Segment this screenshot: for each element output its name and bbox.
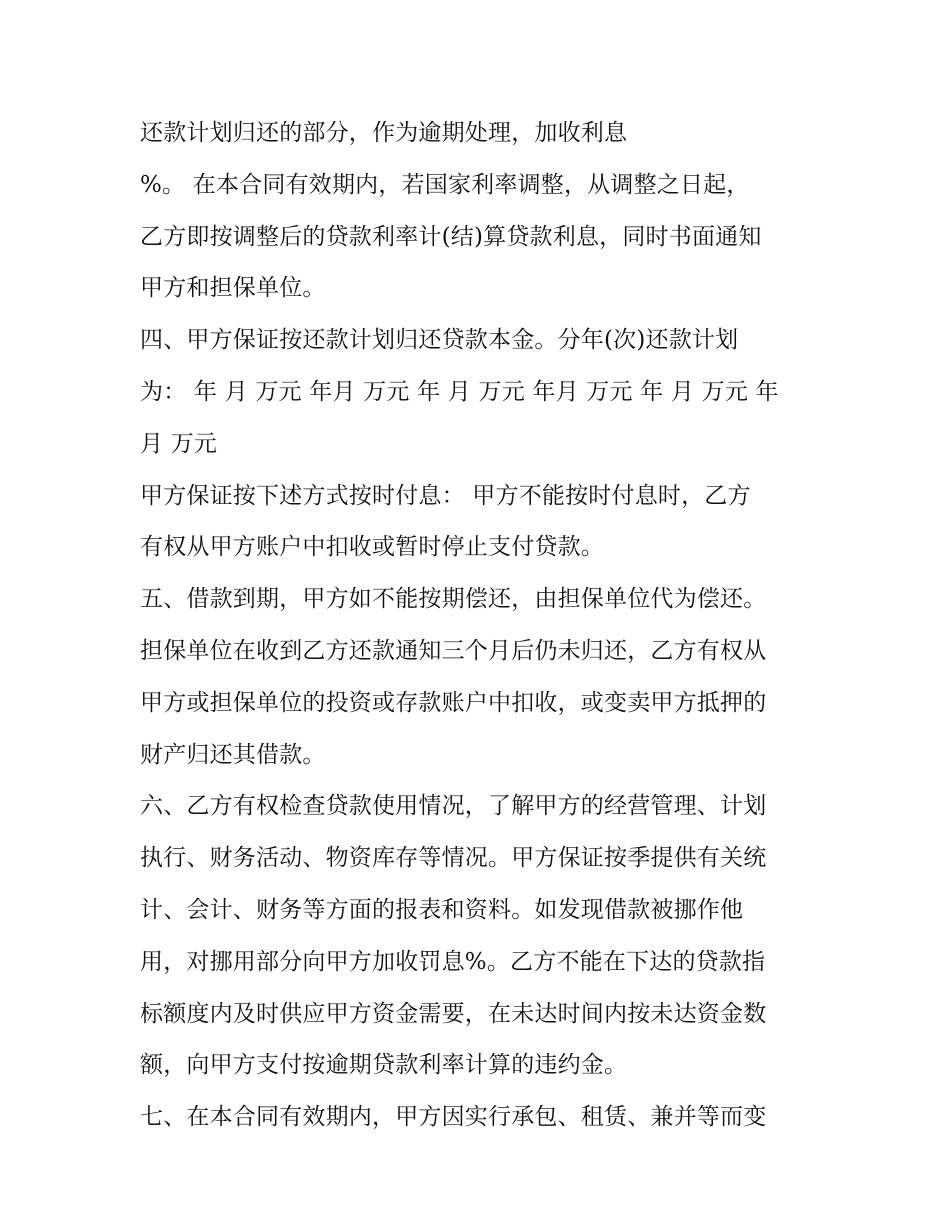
text-line: 用，对挪用部分向甲方加收罚息%。乙方不能在下达的贷款指 [140,948,766,975]
text-line: 甲方保证按下述方式按时付息： 甲方不能按时付息时，乙方 [140,482,751,509]
text-line: 四、甲方保证按还款计划归还贷款本金。分年(次)还款计划 [140,327,739,354]
text-line: 五、借款到期，甲方如不能按期偿还，由担保单位代为偿还。 [140,586,767,613]
text-line: 七、在本合同有效期内，甲方因实行承包、租赁、兼并等而变 [140,1104,767,1131]
text-line: 为： 年 月 万元 年月 万元 年 月 万元 年月 万元 年 月 万元 年 [140,378,779,405]
text-line: %。 在本合同有效期内，若国家利率调整，从调整之日起， [140,171,750,198]
text-line: 标额度内及时供应甲方资金需要，在未达时间内按未达资金数 [140,1000,767,1027]
text-line: 甲方或担保单位的投资或存款账户中扣收，或变卖甲方抵押的 [140,689,767,716]
text-line: 乙方即按调整后的贷款利率计(结)算贷款利息，同时书面通知 [140,223,762,250]
text-line: 甲方和担保单位。 [140,275,326,302]
text-line: 执行、财务活动、物资库存等情况。甲方保证按季提供有关统 [140,845,767,872]
text-line: 有权从甲方账户中扣收或暂时停止支付贷款。 [140,534,604,561]
text-line: 额，向甲方支付按逾期贷款利率计算的违约金。 [140,1052,628,1079]
text-line: 担保单位在收到乙方还款通知三个月后仍未归还，乙方有权从 [140,637,767,664]
text-line: 六、乙方有权检查贷款使用情况，了解甲方的经营管理、计划 [140,793,767,820]
contract-text-body [140,108,830,1144]
text-line: 财产归还其借款。 [140,741,326,768]
text-line: 计、会计、财务等方面的报表和资料。如发现借款被挪作他 [140,896,744,923]
text-line: 还款计划归还的部分，作为逾期处理，加收利息 [140,120,628,146]
text-line: 月 万元 [140,430,218,457]
